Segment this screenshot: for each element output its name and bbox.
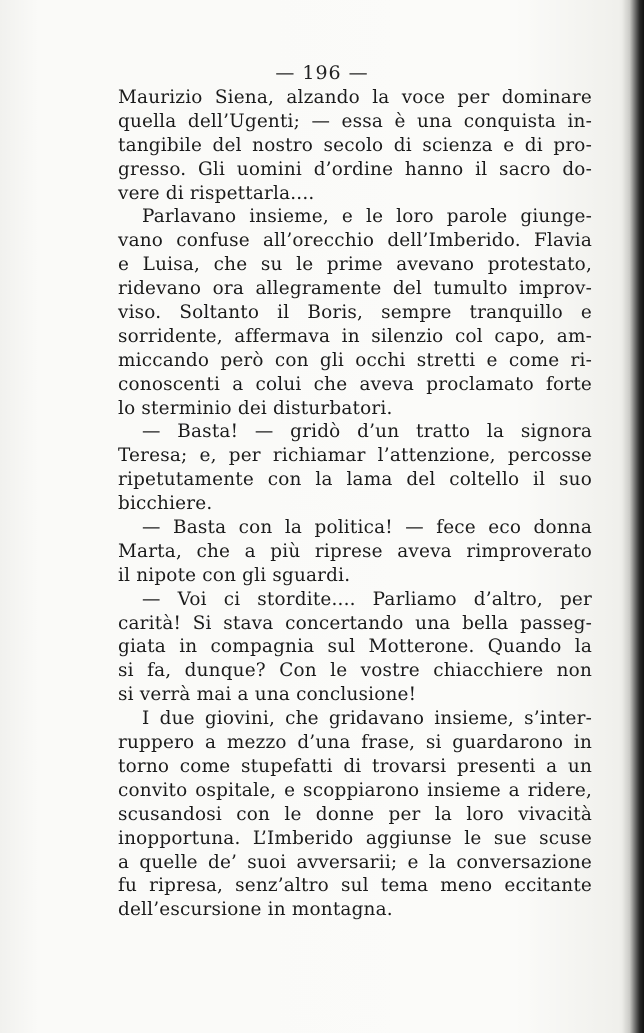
text-line: ruppero a mezzo d’una frase, si guardarono in bbox=[118, 732, 592, 754]
page-edge-shadow bbox=[622, 0, 644, 1033]
text-line: Maurizio Siena, alzando la voce per dominare bbox=[118, 87, 592, 108]
text-line: bicchiere. bbox=[118, 493, 213, 515]
text-line: giata in compagnia sul Motterone. Quando la bbox=[118, 636, 592, 658]
text-line: conoscenti a colui che aveva proclamato forte bbox=[118, 373, 592, 395]
text-line: quella dell’Ugenti; — essa è una conquista in- bbox=[118, 110, 592, 132]
text-line: carità! Si stava concertando una bella passeg- bbox=[118, 612, 592, 634]
text-line: I due giovini, che gridavano insieme, s’inter- bbox=[142, 708, 592, 730]
text-line: vano confuse all’orecchio dell’Imberido. Flavia bbox=[118, 230, 592, 252]
text-line: — Voi ci stordite.... Parliamo d’altro, per bbox=[142, 588, 592, 610]
text-line: viso. Soltanto il Boris, sempre tranquillo e bbox=[118, 302, 592, 324]
text-line: lo sterminio dei disturbatori. bbox=[118, 397, 393, 419]
text-line: gresso. Gli uomini d’ordine hanno il sacro do- bbox=[118, 158, 592, 180]
text-line: sorridente, affermava in silenzio col capo, am- bbox=[118, 325, 592, 347]
text-line: Teresa; e, per richiamar l’attenzione, percosse bbox=[118, 445, 592, 467]
body-text bbox=[118, 86, 592, 922]
text-line: il nipote con gli sguardi. bbox=[118, 564, 351, 586]
text-line: scusandosi con le donne per la loro vivacità bbox=[118, 803, 592, 825]
text-line: si fa, dunque? Con le vostre chiacchiere non bbox=[118, 660, 592, 682]
text-line: vere di rispettarla.... bbox=[118, 182, 315, 204]
text-line: e Luisa, che su le prime avevano protestato, bbox=[118, 254, 592, 276]
text-line: miccando però con gli occhi stretti e come ri- bbox=[118, 349, 592, 371]
text-line: dell’escursione in montagna. bbox=[118, 899, 393, 921]
text-line: tangibile del nostro secolo di scienza e di pro- bbox=[118, 134, 592, 156]
text-line: ripetutamente con la lama del coltello il suo bbox=[118, 469, 592, 491]
text-line: Parlavano insieme, e le loro parole giunge- bbox=[142, 206, 592, 228]
text-line: si verrà mai a una conclusione! bbox=[118, 684, 417, 706]
text-line: fu ripresa, senz’altro sul tema meno eccitante bbox=[118, 875, 592, 897]
text-line: a quelle de’ suoi avversarii; e la conversazione bbox=[118, 851, 592, 873]
text-line: torno come stupefatti di trovarsi presenti a un bbox=[118, 755, 592, 777]
page-number: — 196 — bbox=[275, 62, 369, 84]
text-line: Marta, che a più riprese aveva rimproverato bbox=[118, 540, 592, 562]
text-line: ridevano ora allegramente del tumulto improv- bbox=[118, 278, 592, 300]
text-line: — Basta! — gridò d’un tratto la signora bbox=[142, 421, 592, 443]
text-line: inopportuna. L’Imberido aggiunse le sue scuse bbox=[118, 827, 592, 849]
text-line: — Basta con la politica! — fece eco donna bbox=[142, 517, 592, 539]
text-line: convito ospitale, e scoppiarono insieme a ridere, bbox=[118, 779, 592, 801]
